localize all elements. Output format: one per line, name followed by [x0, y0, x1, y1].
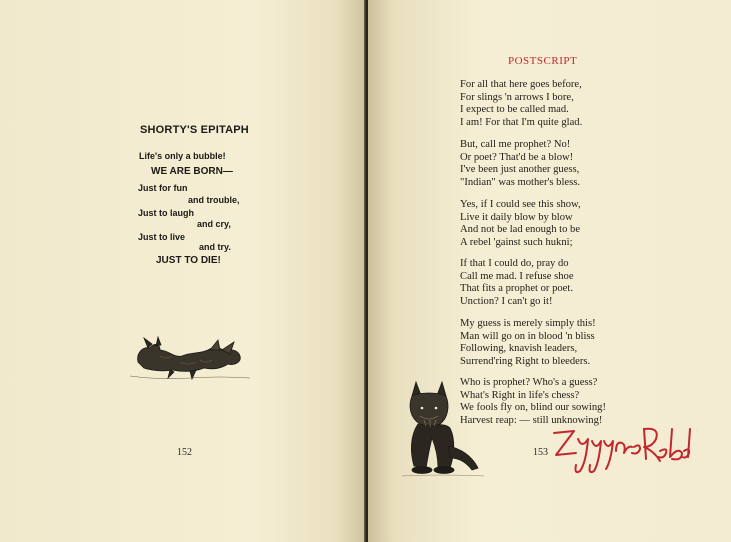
poem-line: Live it daily blow by blow [460, 211, 573, 223]
poem-line: Yes, if I could see this show, [460, 199, 581, 210]
stanza [460, 199, 581, 249]
poem-line: Who is prophet? Who's a guess? [460, 377, 598, 388]
poem-line: A rebel 'gainst such hukni; [460, 236, 573, 248]
stanza [460, 79, 582, 129]
poem-line: I've been just another guess, [460, 164, 580, 176]
poem-line: We fools fly on, blind our sowing! [460, 402, 606, 414]
epitaph-line: and cry, [197, 219, 231, 229]
epitaph-line: and trouble, [188, 195, 240, 205]
epitaph-title: SHORTY'S EPITAPH [140, 124, 249, 136]
signature [548, 425, 694, 493]
poem-line: But, call me prophet? No! [460, 139, 571, 150]
poem-line: Harvest reap: — still unknowing! [460, 414, 603, 426]
poem-line: Call me mad. I refuse shoe [460, 270, 574, 282]
epitaph-line: JUST TO DIE! [156, 255, 221, 266]
page-number-left: 152 [177, 447, 192, 458]
stanza [460, 139, 580, 189]
epitaph-line: and try. [199, 242, 231, 252]
poem-line: My guess is merely simply this! [460, 318, 596, 329]
epitaph-line: Just for fun [138, 183, 188, 193]
lying-dog-icon [130, 332, 250, 382]
epitaph-line: WE ARE BORN— [151, 166, 233, 177]
poem-line: "Indian" was mother's bless. [460, 176, 581, 188]
poem-line: For slings 'n arrows I bore, [460, 91, 574, 103]
poem-line: Surrend'ring Right to bleeders. [460, 355, 591, 367]
poem-line: I am! For that I'm quite glad. [460, 116, 583, 128]
stanza [460, 318, 596, 368]
poem-line: What's Right in life's chess? [460, 389, 580, 401]
poem-line: Unction? I can't go it! [460, 295, 553, 307]
epitaph-line: Just to laugh [138, 208, 194, 218]
poem-line: I expect to be called mad. [460, 104, 569, 116]
epitaph-line: Just to live [138, 232, 186, 242]
poem-line: Following, knavish leaders, [460, 343, 578, 355]
poem-line: If that I could do, pray do [460, 258, 569, 269]
stanza [460, 258, 574, 308]
poem-line: Man will go on in blood 'n bliss [460, 330, 595, 342]
scottish-terrier-icon [398, 376, 486, 480]
epitaph-line: Life's only a bubble! [139, 151, 226, 161]
page-number-right: 153 [533, 447, 548, 458]
poem-line: Or poet? That'd be a blow! [460, 151, 574, 163]
poem-line: For all that here goes before, [460, 79, 582, 90]
poem-line: And not be lad enough to be [460, 224, 581, 236]
poem-line: That fits a prophet or poet. [460, 283, 573, 295]
postscript-title: POSTSCRIPT [508, 55, 578, 67]
